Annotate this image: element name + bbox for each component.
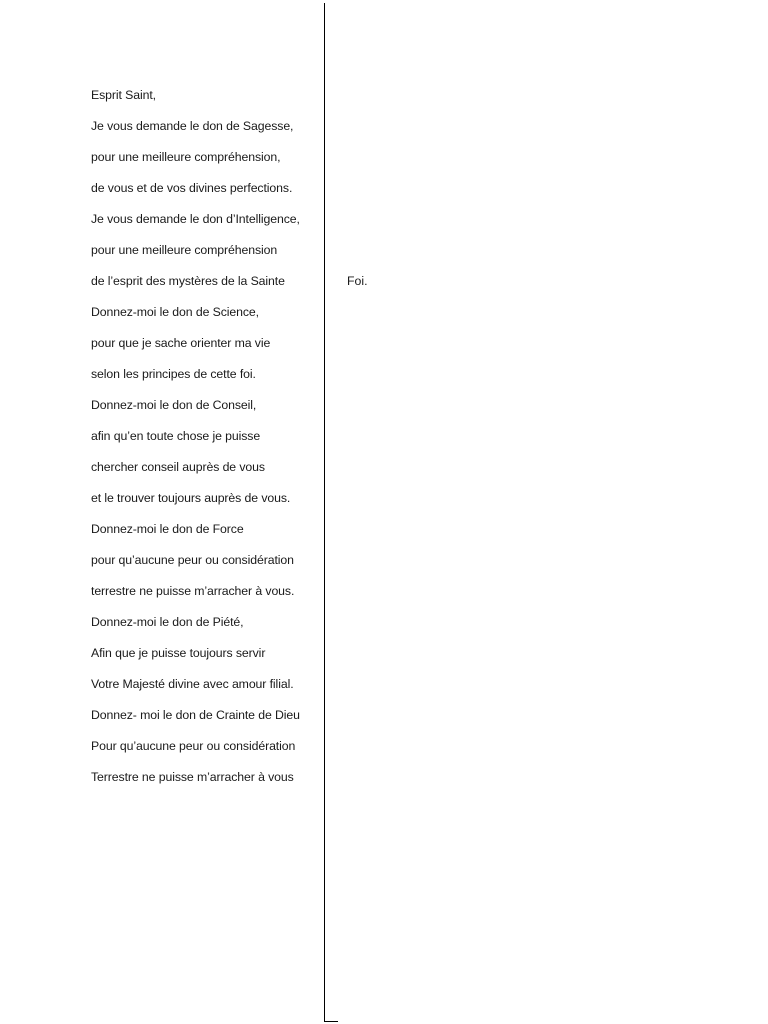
text-line: Je vous demande le don de Sagesse, xyxy=(91,119,294,133)
text-line: chercher conseil auprès de vous xyxy=(91,460,265,474)
text-line: Donnez- moi le don de Crainte de Dieu xyxy=(91,708,300,722)
text-line: selon les principes de cette foi. xyxy=(91,367,256,381)
text-line: Votre Majesté divine avec amour filial. xyxy=(91,677,294,691)
text-line: Donnez-moi le don de Science, xyxy=(91,305,259,319)
text-line: Je vous demande le don d’Intelligence, xyxy=(91,212,300,226)
text-line: de vous et de vos divines perfections. xyxy=(91,181,293,195)
column-divider xyxy=(324,3,325,1022)
text-line: Afin que je puisse toujours servir xyxy=(91,646,266,660)
text-line: Foi. xyxy=(347,274,368,288)
text-line: et le trouver toujours auprès de vous. xyxy=(91,491,291,505)
text-line: pour que je sache orienter ma vie xyxy=(91,336,271,350)
text-line: Donnez-moi le don de Force xyxy=(91,522,244,536)
text-line: Esprit Saint, xyxy=(91,88,156,102)
text-line: afin qu’en toute chose je puisse xyxy=(91,429,261,443)
text-line: pour qu’aucune peur ou considération xyxy=(91,553,294,567)
left-column-text xyxy=(91,85,319,798)
right-column-text xyxy=(347,271,727,291)
text-line: de l’esprit des mystères de la Sainte xyxy=(91,274,285,288)
text-line: Pour qu’aucune peur ou considération xyxy=(91,739,296,753)
text-line: pour une meilleure compréhension xyxy=(91,243,278,257)
text-line: Terrestre ne puisse m’arracher à vous xyxy=(91,770,294,784)
text-line: terrestre ne puisse m’arracher à vous. xyxy=(91,584,295,598)
text-line: pour une meilleure compréhension, xyxy=(91,150,281,164)
text-line: Donnez-moi le don de Conseil, xyxy=(91,398,257,412)
column-divider-foot xyxy=(324,1021,338,1022)
text-line: Donnez-moi le don de Piété, xyxy=(91,615,244,629)
